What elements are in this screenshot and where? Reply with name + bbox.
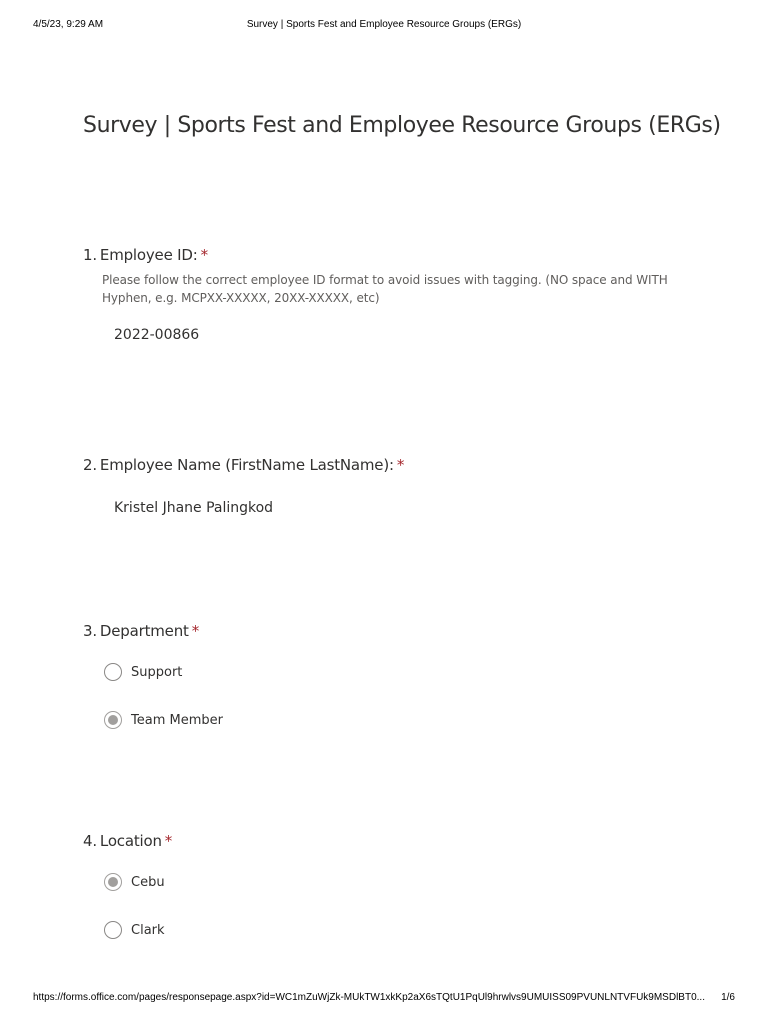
employee-name-answer[interactable]: Kristel Jhane Palingkod	[114, 500, 274, 516]
question-department	[83, 622, 703, 730]
department-option-support[interactable]	[104, 662, 703, 682]
question-heading	[83, 246, 703, 264]
radio-unchecked-icon[interactable]	[104, 663, 122, 681]
question-label: Location	[99, 832, 162, 850]
question-description: Please follow the correct employee ID format to avoid issues with tagging. (NO space and WITH Hyphen, e.g. MCPXX-XXXXX, 20XX-XXXXX, etc)	[102, 273, 668, 305]
radio-checked-icon[interactable]	[104, 873, 122, 891]
location-option-cebu[interactable]	[104, 872, 703, 892]
print-page-title: Survey | Sports Fest and Employee Resource Groups (ERGs)	[246, 19, 522, 30]
question-label: Department	[99, 622, 189, 640]
question-location	[83, 832, 703, 940]
question-number: 1.	[83, 246, 97, 264]
question-heading	[83, 456, 703, 474]
question-number: 2.	[83, 456, 97, 474]
radio-unchecked-icon[interactable]	[104, 921, 122, 939]
option-label: Cebu	[131, 874, 165, 890]
required-mark: *	[164, 832, 173, 850]
department-option-team-member[interactable]	[104, 710, 703, 730]
location-option-clark[interactable]	[104, 920, 703, 940]
question-employee-name	[83, 456, 703, 516]
question-label: Employee Name (FirstName LastName):	[99, 456, 394, 474]
print-url: https://forms.office.com/pages/responsepage.aspx?id=WC1mZuWjZk-MUkTW1xkKp2aX6sTQtU1PqUl9hrwlvs9UMUISS09PVUNLNTVFUk9MSDlBT0...	[33, 992, 705, 1003]
question-heading	[83, 832, 703, 850]
question-label: Employee ID:	[99, 246, 198, 264]
print-date: 4/5/23, 9:29 AM	[33, 19, 104, 30]
employee-id-answer[interactable]: 2022-00866	[114, 327, 200, 343]
required-mark: *	[200, 246, 208, 264]
print-header	[0, 19, 768, 33]
question-number: 3.	[83, 622, 97, 640]
radio-checked-icon[interactable]	[104, 711, 122, 729]
required-mark: *	[191, 622, 200, 640]
option-label: Team Member	[131, 712, 223, 728]
question-employee-id	[83, 246, 703, 343]
question-number: 4.	[83, 832, 97, 850]
option-label: Support	[131, 664, 183, 680]
question-heading	[83, 622, 703, 640]
print-page-number: 1/6	[721, 992, 735, 1003]
required-mark: *	[396, 456, 405, 474]
option-label: Clark	[131, 922, 165, 938]
form-title: Survey | Sports Fest and Employee Resource Groups (ERGs)	[83, 113, 721, 138]
